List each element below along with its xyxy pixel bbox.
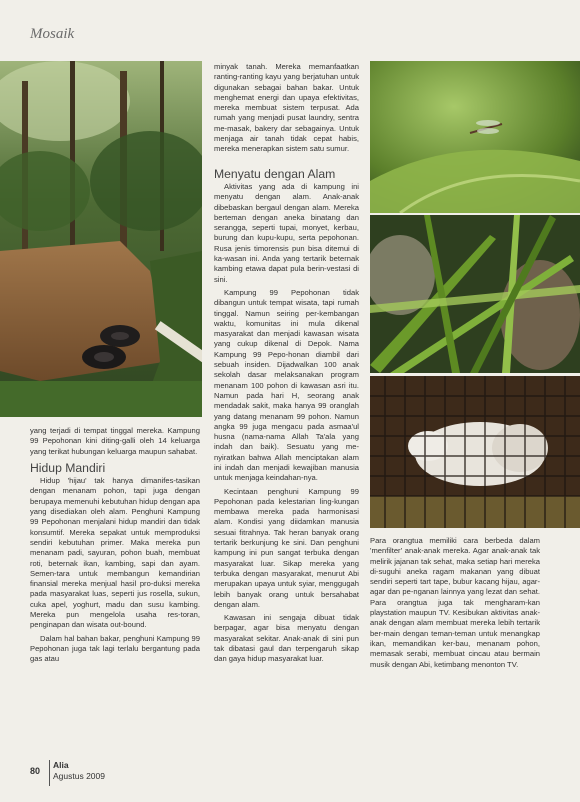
paragraph: Dalam hal bahan bakar, penghuni Kampung 99 Pepohonan juga tak lagi terlalu bergantung pada gas atau (30, 633, 200, 664)
paragraph: Aktivitas yang ada di kampung ini menyatu dengan alam. Anak-anak dibebaskan bergaul dengan alam. Mereka berteman dengan aneka binatang dan serangga, seperti tupai, monyet, kerbau, burung dan kupu-kupu, serta pepohonan. Rusa jenis timorensis pun bisa ditemui di ka-wasan ini. Anda yang tertarik beternak kambing etawa dapat pula berin-vestasi di sini. (214, 181, 359, 284)
paragraph: Hidup 'hijau' tak hanya dimanifes-tasikan dengan menanam pohon, tapi juga dengan berupaya memenuhi kebutuhan hidup dengan apa yang disediakan oleh alam. Penghuni Kampung 99 Pepohonan menjalani hidup mandiri dan tidak konsumtif. Mereka sepakat untuk memproduksi sendiri kebutuhan primer. Maka mereka pun menanam padi, sayuran, pohon buah, membuat roti, beternak ikan, kambing, sapi dan ayam. Semen-tara untuk membangun kemandirian finansial mereka menjual hasil pro-duksi mereka pada masyarakat luas, seperti jus rosella, sukun, cuka apel, yoghurt, madu dan susu kambing. Mereka pun mengelola usaha res-toran, penginapan dan wisata out-bound. (30, 476, 200, 630)
grass-photo (370, 215, 580, 373)
paragraph: Para orangtua memiliki cara berbeda dalam 'menfilter' anak-anak mereka. Agar anak-anak tak melirik jajanan tak sehat, maka setiap hari mereka di-suguhi aneka ragam makanan yang dibuat sendiri seperti tart tape, bubur kacang hijau, agar-agar dan pe-nganan lainnya yang lezat dan sehat. Para orangtua juga tak mengharam-kan playstation maupun TV. Kesibukan aktivitas anak-anak dengan alam membuat mereka lebih tertarik ber-main dengan teman-teman untuk menangkap ikan, memandikan ker-bau, menanam pohon, memasak serabi, membuat cincau atau bermain musik dengan Abi, ketimbang menonton TV. (370, 536, 540, 669)
goat-photo (370, 376, 580, 528)
forest-pond-photo (0, 61, 202, 417)
section-title: Mosaik (30, 26, 75, 42)
column-1 (30, 426, 200, 668)
paragraph: Kampung 99 Pepohonan tidak dibangun untuk tempat wisata, tapi rumah tinggal. Namun seiring per-kembangan waktu, komunitas ini mula dikenal masyarakat dan menjadi kawasan wisata yang cukup dikenal di Depok. Nama Kampung 99 Pepo-honan diambil dari sebuah insiden. Dijadwalkan 100 anak sekolah dasar melaksanakan program menanam 100 pohon di kawasan asri itu. Namun pada hari H, seorang anak mendadak sakit, maka hanya 99 oranglah yang datang menanam 99 pohon. Namun angka 99 juga mengacu pada asmaa'ul husna (nama-nama Allah Ta'ala yang indah dan baik). Sesuatu yang me-nyiratkan bahwa Allah menciptakan alam ini indah dan menjadi kewajiban manusia untuk menjaga keindahan-nya. (214, 287, 359, 483)
column-2 (214, 62, 359, 668)
paragraph: minyak tanah. Mereka memanfaatkan ranting-ranting kayu yang berjatuhan untuk digunakan sebagai bahan bakar. Untuk menghemat energi dan upaya efektivitas, mereka membuat sistem terpusat. Ada rumah yang menjadi pusat laundry, sentra me-masak, bakery dar sebagainya. Untuk menjaga air tanah tidak cepat habis, mereka menerapkan sistem satu sumur. (214, 62, 359, 154)
page-number: 80 (30, 766, 41, 776)
magazine-name: Alia (53, 760, 69, 770)
heading-menyatu-dengan-alam: Menyatu dengan Alam (214, 166, 336, 181)
column-3 (370, 536, 540, 670)
paragraph: Kawasan ini sengaja dibuat tidak berpagar, agar bisa menyatu dengan masyarakat sekitar. Anak-anak di sini pun tak dibatasi gaul dan terpengaruh sikap dan gaya hidup masyarakat luar. (214, 613, 359, 664)
dragonfly-photo (370, 61, 580, 213)
issue-date: Agustus 2009 (53, 771, 105, 781)
heading-hidup-mandiri: Hidup Mandiri (30, 460, 106, 475)
footer-divider (49, 760, 50, 786)
paragraph: yang terjadi di tempat tinggal mereka. Kampung 99 Pepohonan kini diting-galli oleh 14 keluarga yang terikat hubungan keluarga maupun sahabat. (30, 426, 200, 456)
paragraph: Kecintaan penghuni Kampung 99 Pepohonan pada kelestarian ling-kungan membawa mereka pada harmonisasi alam. Kondisi yang diidamkan manusia sesuai fitrahnya. Tak heran banyak orang tertarik berkunjung ke sini. Dan penghuni kampung ini pun sangat terbuka dengan masyarakat luar. Sikap mereka yang terbuka dengan masyarakat, menurut Abi merupakan upaya untuk syiar, menggugah lebih banyak orang untuk bersahabat dengan alam. (214, 486, 359, 609)
